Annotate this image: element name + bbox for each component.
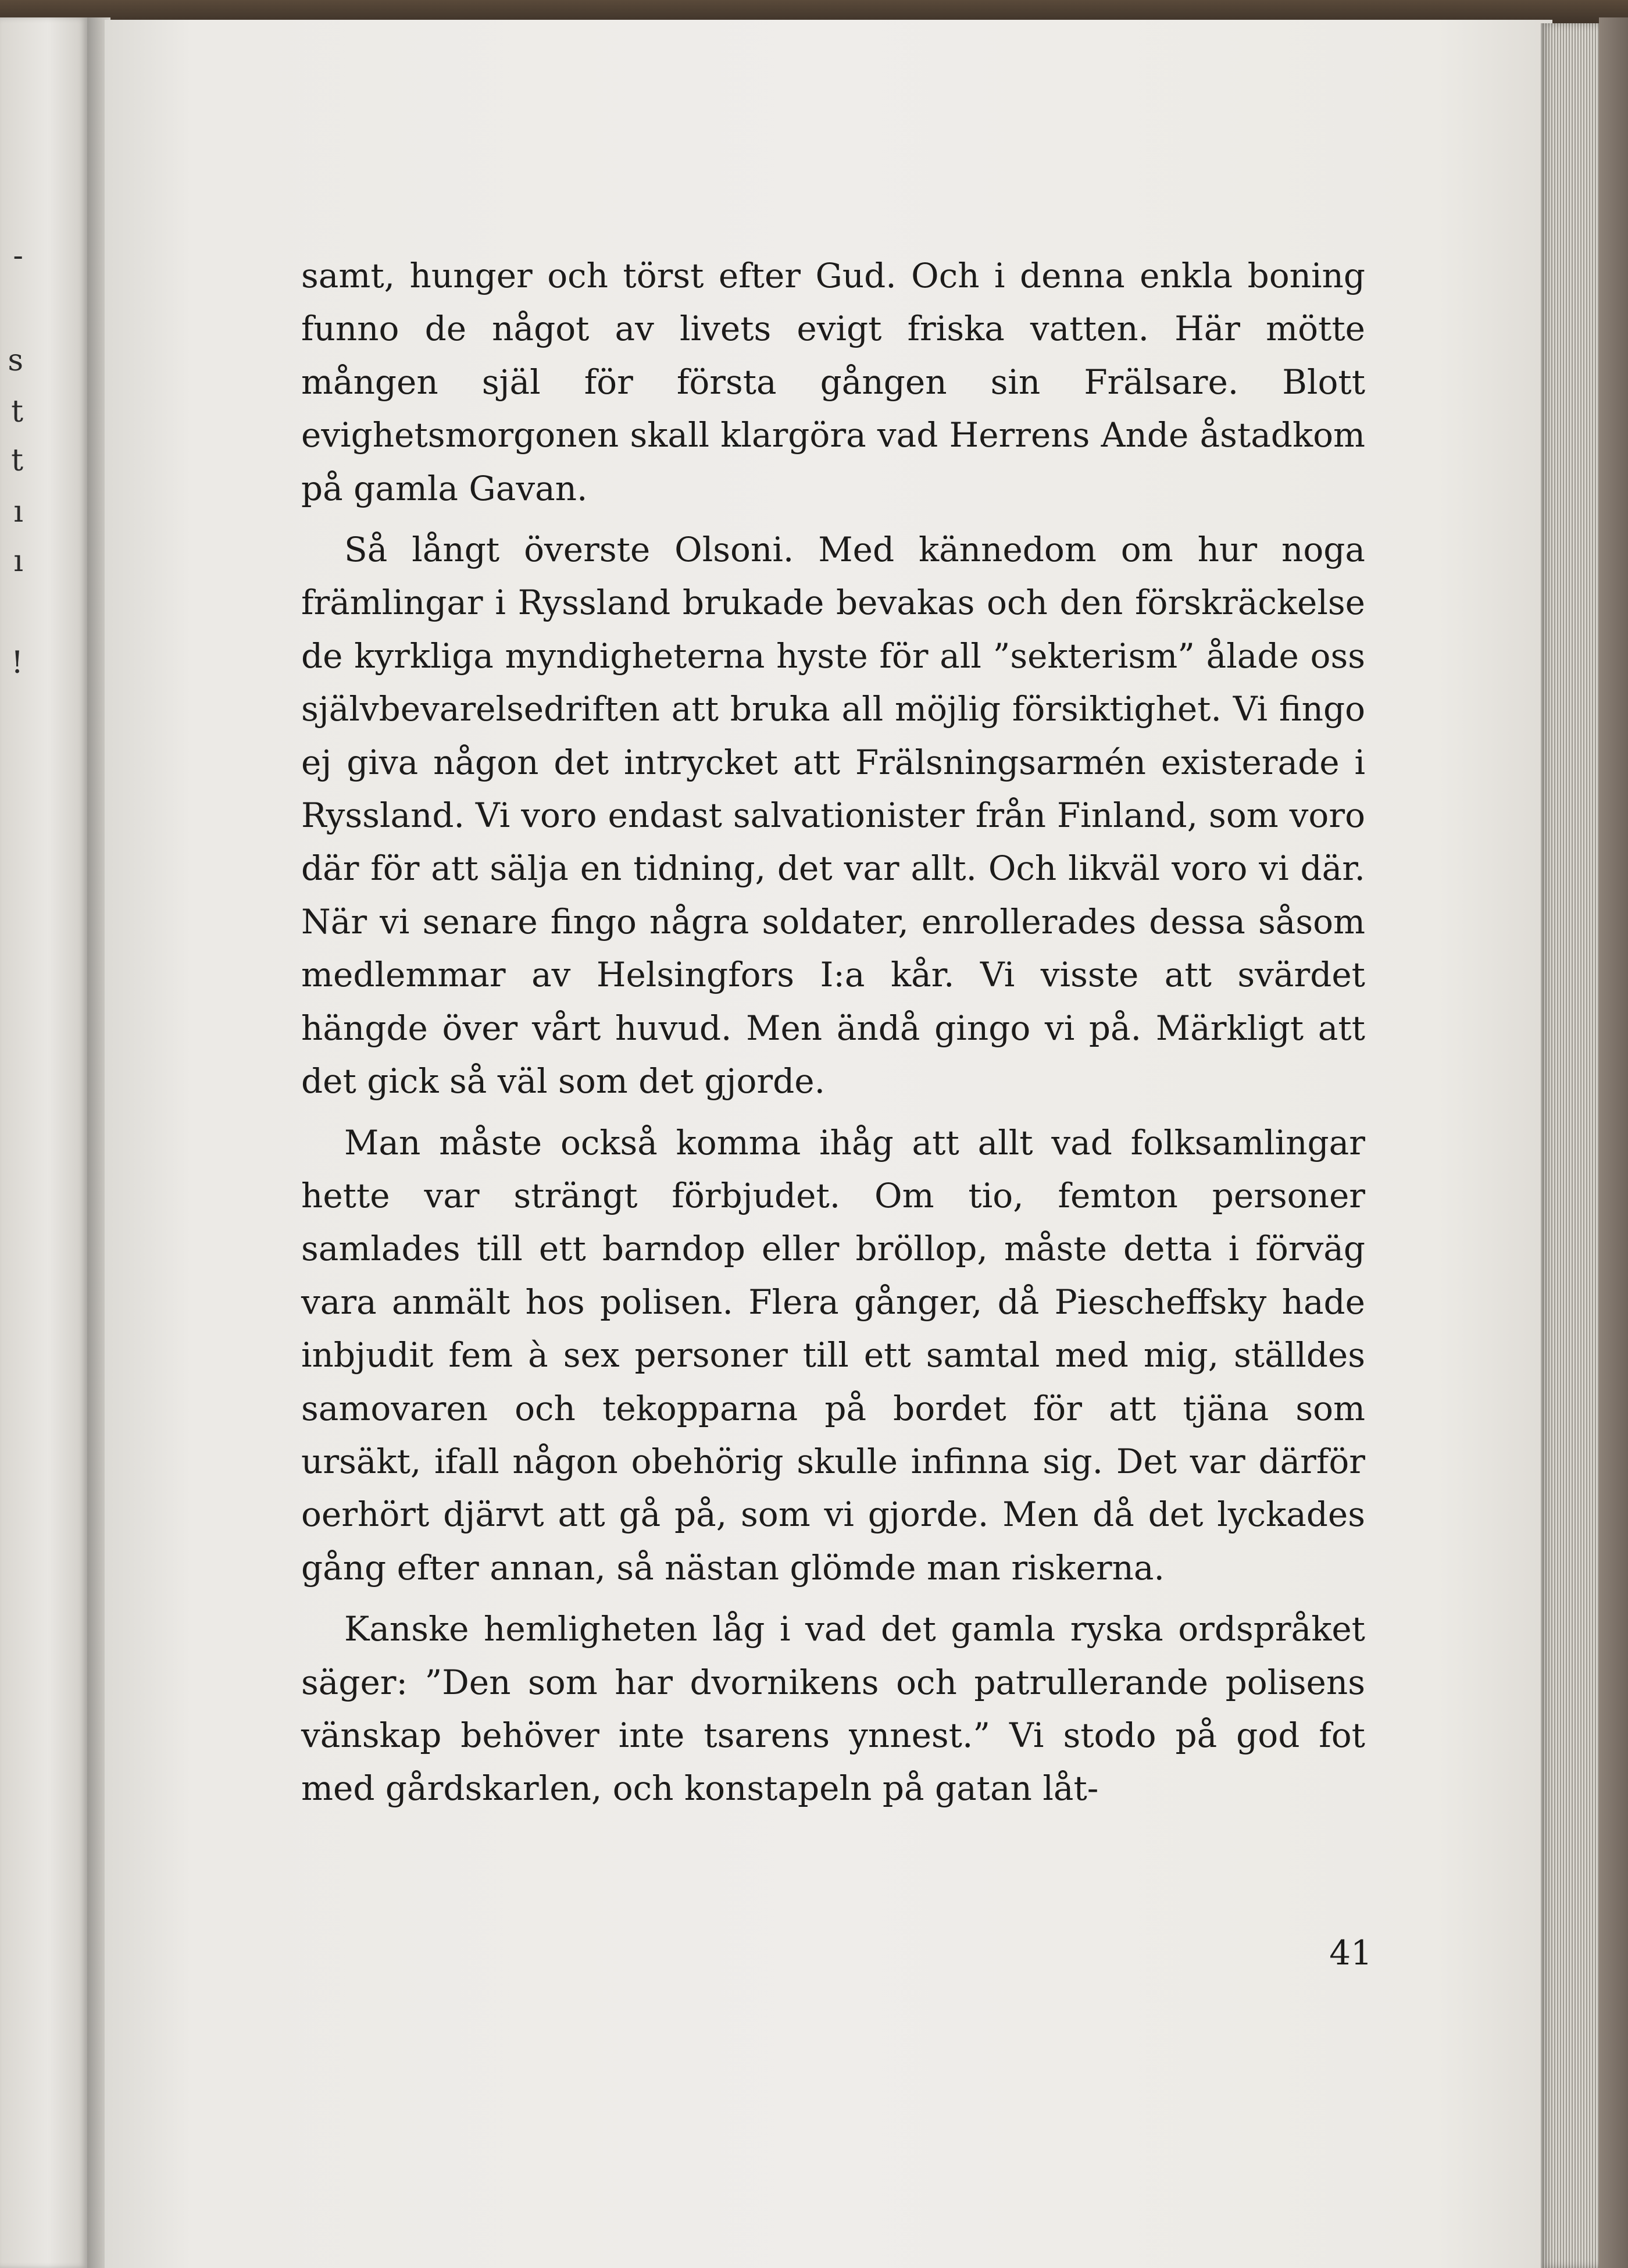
paragraph: Så långt överste Olsoni. Med kännedom om hur noga främlingar i Ryssland brukade bevakas och den förskräckelse de kyrkliga myndigheterna hyste för all ”sekterism” ålade oss självbevarelsedriften att bruka all möjlig försiktighet. Vi fingo ej giva någon det intrycket att Frälsningsarmén existerade i Ryssland. Vi voro endast salvationister från Finland, som voro där för att sälja en tidning, det var allt. Och likväl voro vi där. När vi senare fingo några soldater, enrollerades dessa såsom medlemmar av Helsingfors I:a kår. Vi visste att svärdet hängde över vårt huvud. Men ändå gingo vi på. Märkligt att det gick så väl som det gjorde. <box>301 530 1365 1101</box>
paragraph: samt, hunger och törst efter Gud. Och i denna enkla boning funno de något av livets evigt friska vatten. Här mötte mången själ för första gången sin Frälsare. Blott evighetsmorgonen skall klargöra vad Herrens Ande åstadkom på gamla Gavan. <box>301 256 1365 508</box>
left-page-fragment: ! <box>11 646 23 680</box>
left-page-fragment: t <box>11 443 23 478</box>
left-page-fragment: ı <box>13 544 23 579</box>
body-text <box>301 249 1365 1816</box>
left-page-fragment: ı <box>13 494 23 529</box>
left-page-fragment: t <box>11 394 23 429</box>
left-page-edge <box>0 17 87 2268</box>
paragraph: Man måste också komma ihåg att allt vad folksamlingar hette var strängt förbjudet. Om tio, femton personer samlades till ett barndop eller bröllop, måste detta i förväg vara anmält hos polisen. Flera gånger, då Piescheffsky hade inbjudit fem à sex personer till ett samtal med mig, ställdes samovaren och tekopparna på bordet för att tjäna som ursäkt, ifall någon obehörig skulle infinna sig. Det var därför oerhört djärvt att gå på, som vi gjorde. Men då det lyckades gång efter annan, så nästan glömde man riskerna. <box>301 1122 1365 1588</box>
book-cover-edge <box>1599 17 1628 2268</box>
left-page-fragment: - <box>13 238 23 273</box>
page-number: 41 <box>1329 1933 1372 1973</box>
left-page-fragment: s <box>8 343 23 378</box>
paragraph: Kanske hemligheten låg i vad det gamla ryska ordspråket säger: ”Den som har dvornikens och patrullerande polisens vänskap behöver inte tsarens ynnest.” Vi stodo på god fot med gårdskarlen, och konstapeln på gatan låt- <box>301 1609 1365 1809</box>
book-page <box>105 20 1552 2268</box>
